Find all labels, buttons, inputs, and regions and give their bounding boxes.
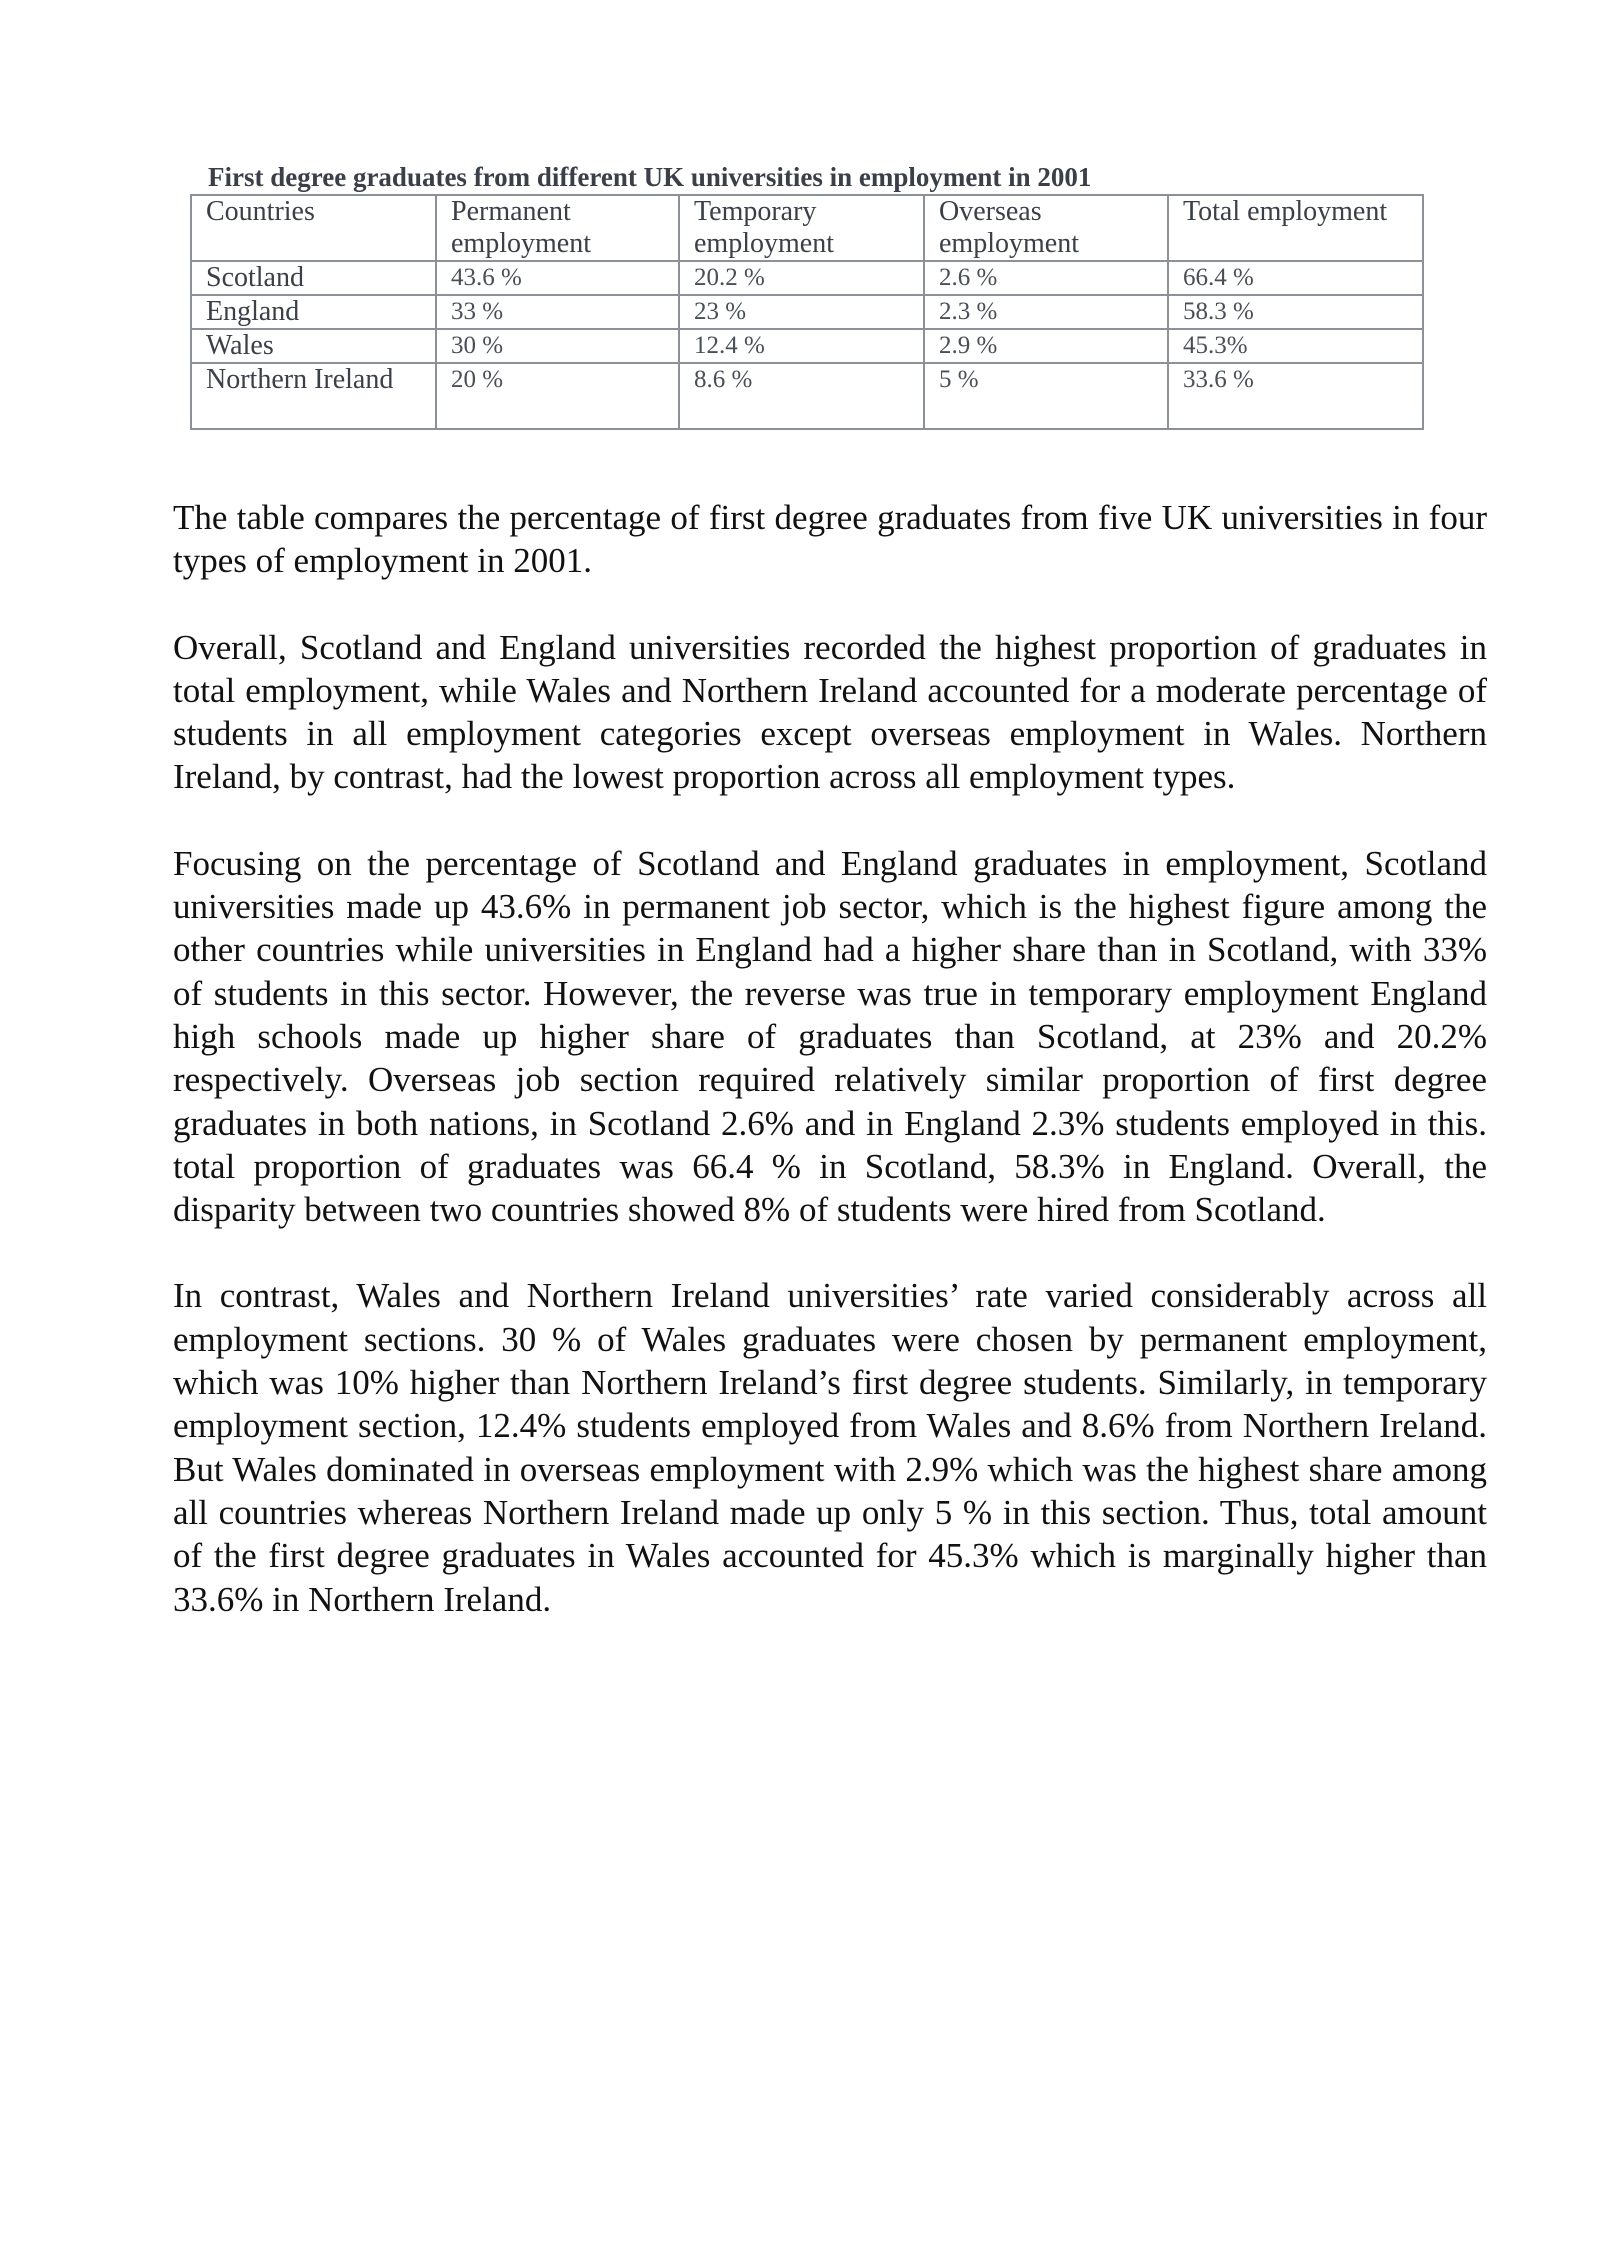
row-temporary-value: 8.6 %: [679, 363, 924, 429]
row-permanent-value: 30 %: [436, 329, 679, 363]
row-overseas-value: 5 %: [924, 363, 1168, 429]
row-overseas-value: 2.9 %: [924, 329, 1168, 363]
essay-paragraph-wales-northern-ireland: In contrast, Wales and Northern Ireland universities’ rate varied considerably across all employment sections. 30 % of Wales graduates were chosen by permanent employment, which was 10% higher than Northern Ireland’s first degree students. Similarly, in temporary employment section, 12.4% students employed from Wales and 8.6% from Northern Ireland. But Wales dominated in overseas employment with 2.9% which was the highest share among all countries whereas Northern Ireland made up only 5 % in this section. Thus, total amount of the first degree graduates in Wales accounted for 45.3% which is marginally higher than 33.6% in Northern Ireland.: [173, 1276, 1487, 1619]
row-temporary-value: 23 %: [679, 295, 924, 329]
row-country: Wales: [191, 329, 436, 363]
header-overseas-employment: Overseas employment: [924, 195, 1168, 261]
essay-paragraph-overview: Overall, Scotland and England universities recorded the highest proportion of graduates in total employment, while Wales and Northern Ireland accounted for a moderate percentage of students in all employment categories except overseas employment in Wales. Northern Ireland, by contrast, had the lowest proportion across all employment types.: [173, 627, 1487, 797]
header-temporary-employment: Temporary employment: [679, 195, 924, 261]
essay-paragraph-scotland-england: Focusing on the percentage of Scotland and England graduates in employment, Scotland universities made up 43.6% in permanent job sector, which is the highest figure among the other countries while universities in England had a higher share than in Scotland, with 33% of students in this sector. However, the reverse was true in temporary employment England high schools made up higher share of graduates than Scotland, at 23% and 20.2% respectively. Overseas job section required relatively similar proportion of first degree graduates in both nations, in Scotland 2.6% and in England 2.3% students employed in this. total proportion of graduates was 66.4 % in Scotland, 58.3% in England. Overall, the disparity between two countries showed 8% of students were hired from Scotland.: [173, 843, 1487, 1230]
employment-table-figure: [190, 160, 1422, 430]
header-total-employment: Total employment: [1168, 195, 1423, 261]
row-total-value: 45.3%: [1168, 329, 1423, 363]
row-permanent-value: 33 %: [436, 295, 679, 329]
table-row: [191, 363, 1423, 429]
row-country: Scotland: [191, 261, 436, 295]
row-total-value: 58.3 %: [1168, 295, 1423, 329]
header-permanent-employment: Permanent employment: [436, 195, 679, 261]
table-header-row: [191, 195, 1423, 261]
row-permanent-value: 43.6 %: [436, 261, 679, 295]
table-row: [191, 295, 1423, 329]
row-total-value: 66.4 %: [1168, 261, 1423, 295]
row-overseas-value: 2.6 %: [924, 261, 1168, 295]
row-overseas-value: 2.3 %: [924, 295, 1168, 329]
table-row: [191, 329, 1423, 363]
row-total-value: 33.6 %: [1168, 363, 1423, 429]
employment-table: [190, 194, 1424, 430]
row-temporary-value: 20.2 %: [679, 261, 924, 295]
header-countries: Countries: [191, 195, 436, 261]
row-country: England: [191, 295, 436, 329]
table-row: [191, 261, 1423, 295]
essay-paragraph-introduction: The table compares the percentage of first degree graduates from five UK universities in four types of employment in 2001.: [173, 498, 1487, 581]
row-temporary-value: 12.4 %: [679, 329, 924, 363]
essay-body: [173, 496, 1487, 1664]
row-permanent-value: 20 %: [436, 363, 679, 429]
row-country: Northern Ireland: [191, 363, 436, 429]
table-title: First degree graduates from different UK universities in employment in 2001: [208, 162, 1092, 192]
